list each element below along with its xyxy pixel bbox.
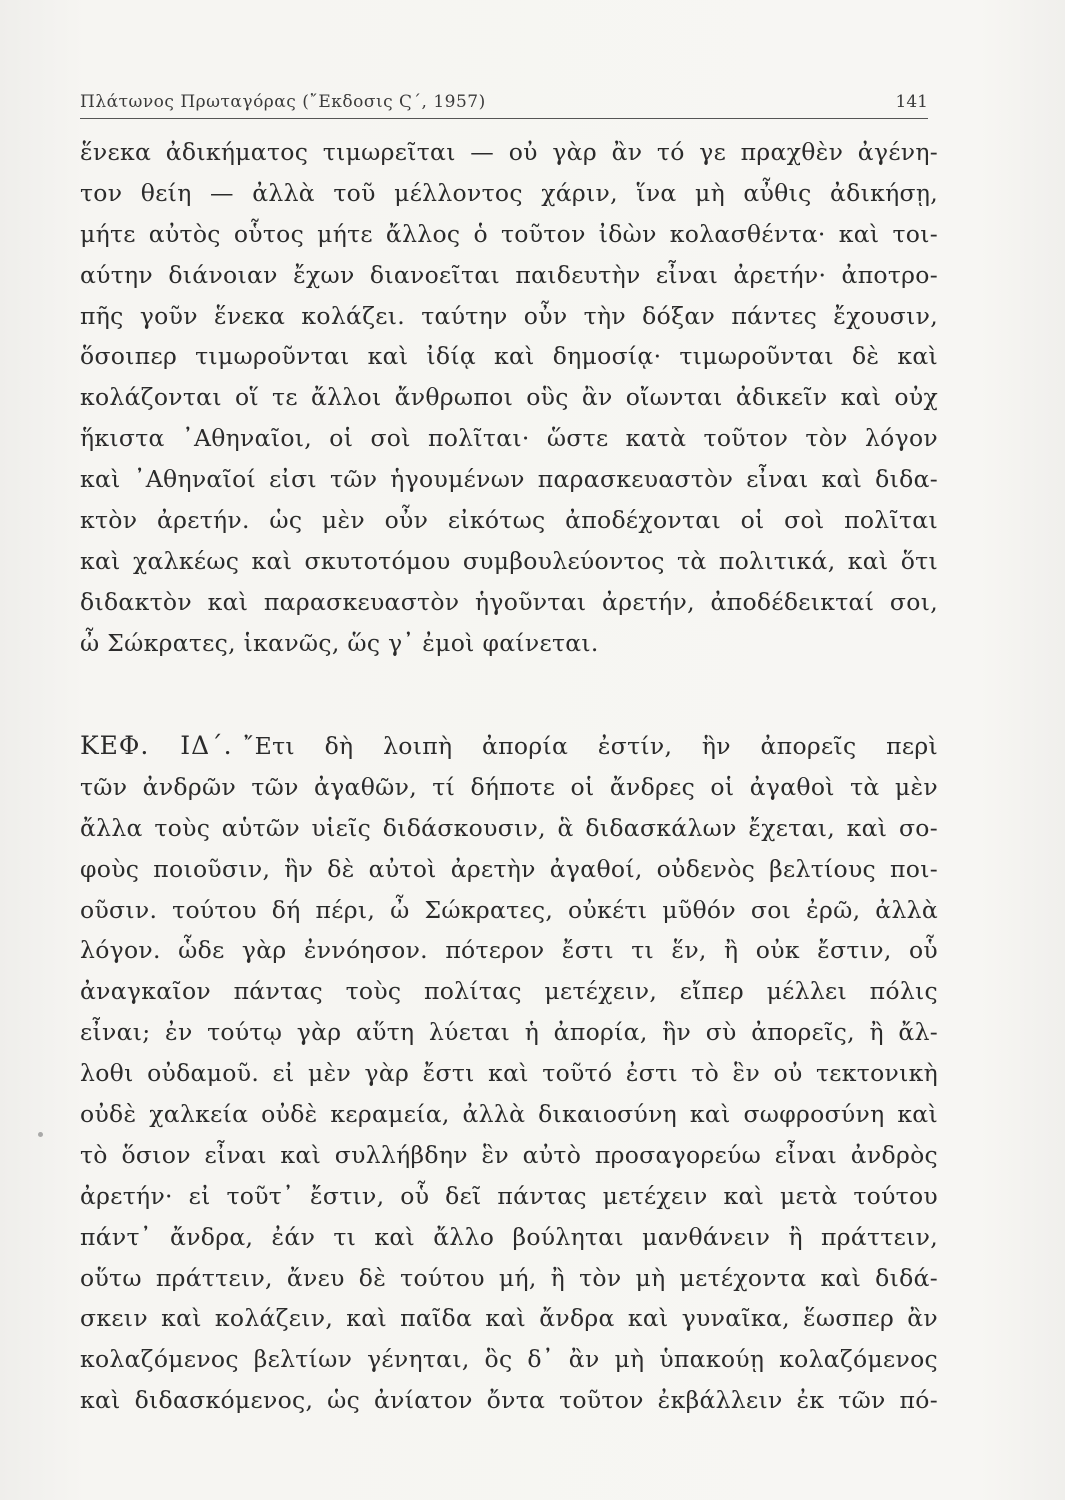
text-line: ἀναγκαῖον πάντας τοὺς πολίτας μετέχειν, εἴπερ μέλλει πόλις bbox=[80, 977, 938, 1006]
text-line: ἥκιστα ᾿Αθηναῖοι, οἱ σοὶ πολῖται· ὥστε κατὰ τοῦτον τὸν λόγον bbox=[80, 424, 938, 453]
text-line: κτὸν ἀρετήν. ὡς μὲν οὖν εἰκότως ἀποδέχονται οἱ σοὶ πολῖται bbox=[80, 506, 938, 535]
chapter-first-line bbox=[80, 726, 938, 767]
paragraph-1 bbox=[80, 132, 938, 664]
text-line: καὶ ᾿Αθηναῖοί εἰσι τῶν ἡγουμένων παρασκευαστὸν εἶναι καὶ διδα- bbox=[80, 465, 938, 494]
text-line: καὶ χαλκέως καὶ σκυτοτόμου συμβουλεύοντος τὰ πολιτικά, καὶ ὅτι bbox=[80, 546, 938, 575]
text-line: αύτην διάνοιαν ἔχων διανοεῖται παιδευτὴν εἶναι ἀρετήν· ἀποτρο- bbox=[80, 260, 938, 289]
text-line: κολάζονται οἵ τε ἄλλοι ἄνθρωποι οὓς ἂν οἴωνται ἀδικεῖν καὶ οὐχ bbox=[80, 383, 938, 412]
text-line: λόγον. ὧδε γὰρ ἐννόησον. πότερον ἔστι τι ἕν, ἢ οὐκ ἔστιν, οὗ bbox=[80, 936, 938, 965]
text-line: οὕτω πράττειν, ἄνευ δὲ τούτου μή, ἢ τὸν μὴ μετέχοντα καὶ διδά- bbox=[80, 1263, 938, 1292]
text-line: ὦ Σώκρατες, ἱκανῶς, ὥς γ᾿ ἐμοὶ φαίνεται. bbox=[80, 628, 599, 657]
text-line: ἕνεκα ἀδικήματος τιμωρεῖται — οὐ γὰρ ἂν τό γε πραχθὲν ἀγένη- bbox=[80, 138, 938, 166]
text-line: τὸ ὅσιον εἶναι καὶ συλλήβδην ἓν αὐτὸ προσαγορεύω εἶναι ἀνδρὸς bbox=[80, 1140, 938, 1169]
text-line: πάντ᾿ ἄνδρα, ἐάν τι καὶ ἄλλο βούληται μανθάνειν ἢ πράττειν, bbox=[80, 1222, 938, 1251]
text-line: κολαζόμενος βελτίων γένηται, ὃς δ᾿ ἂν μὴ ὑπακούῃ κολαζόμενος bbox=[80, 1345, 938, 1374]
text-line: ὅσοιπερ τιμωροῦνται καὶ ἰδίᾳ καὶ δημοσίᾳ· τιμωροῦνται δὲ καὶ bbox=[80, 342, 938, 371]
text-line: τον θείη — ἀλλὰ τοῦ μέλλοντος χάριν, ἵνα μὴ αὖθις ἀδικήσῃ, bbox=[80, 178, 938, 207]
text-line: οῦσιν. τούτου δή πέρι, ὦ Σώκρατες, οὐκέτι μῦθόν σοι ἐρῶ, ἀλλὰ bbox=[80, 895, 938, 924]
page-number: 141 bbox=[895, 92, 928, 112]
text-line: ἄλλα τοὺς αὑτῶν υἱεῖς διδάσκουσιν, ἃ διδασκάλων ἔχεται, καὶ σο- bbox=[80, 813, 938, 842]
text-line: ῎Ετι δὴ λοιπὴ ἀπορία ἐστίν, ἣν ἀπορεῖς περὶ bbox=[242, 732, 938, 760]
text-line: σκειν καὶ κολάζειν, καὶ παῖδα καὶ ἄνδρα καὶ γυναῖκα, ἕωσπερ ἂν bbox=[80, 1304, 938, 1333]
text-line: εἶναι; ἐν τούτῳ γὰρ αὕτη λύεται ἡ ἀπορία, ἣν σὺ ἀπορεῖς, ἢ ἄλ- bbox=[80, 1018, 938, 1047]
scan-speck bbox=[38, 1132, 43, 1137]
text-line: διδακτὸν καὶ παρασκευαστὸν ἡγοῦνται ἀρετήν, ἀποδέδεικταί σοι, bbox=[80, 587, 938, 616]
running-head bbox=[80, 86, 928, 119]
text-line: οὐδὲ χαλκεία οὐδὲ κεραμεία, ἀλλὰ δικαιοσύνη καὶ σωφροσύνη καὶ bbox=[80, 1100, 938, 1129]
text-line: πῆς γοῦν ἕνεκα κολάζει. ταύτην οὖν τὴν δόξαν πάντες ἔχουσιν, bbox=[80, 301, 938, 330]
text-line: λοθι οὐδαμοῦ. εἰ μὲν γὰρ ἔστι καὶ τοῦτό ἐστι τὸ ἓν οὐ τεκτονικὴ bbox=[80, 1059, 938, 1088]
paragraph-2 bbox=[80, 726, 938, 1421]
text-line: μήτε αὐτὸς οὗτος μήτε ἄλλος ὁ τοῦτον ἰδὼν κολασθέντα· καὶ τοι- bbox=[80, 219, 938, 248]
running-title: Πλάτωνος Πρωταγόρας (῎Εκδοσις Ϛ΄, 1957) bbox=[80, 92, 486, 112]
chapter-heading: ΚΕΦ. ΙΔ΄. bbox=[80, 731, 233, 760]
text-line: καὶ διδασκόμενος, ὡς ἀνίατον ὄντα τοῦτον ἐκβάλλειν ἐκ τῶν πό- bbox=[80, 1386, 938, 1415]
text-line: φοὺς ποιοῦσιν, ἣν δὲ αὐτοὶ ἀρετὴν ἀγαθοί, οὐδενὸς βελτίους ποι- bbox=[80, 854, 938, 883]
text-line: τῶν ἀνδρῶν τῶν ἀγαθῶν, τί δήποτε οἱ ἄνδρες οἱ ἀγαθοὶ τὰ μὲν bbox=[80, 772, 938, 801]
text-line: ἀρετήν· εἰ τοῦτ᾿ ἔστιν, οὗ δεῖ πάντας μετέχειν καὶ μετὰ τούτου bbox=[80, 1181, 938, 1210]
